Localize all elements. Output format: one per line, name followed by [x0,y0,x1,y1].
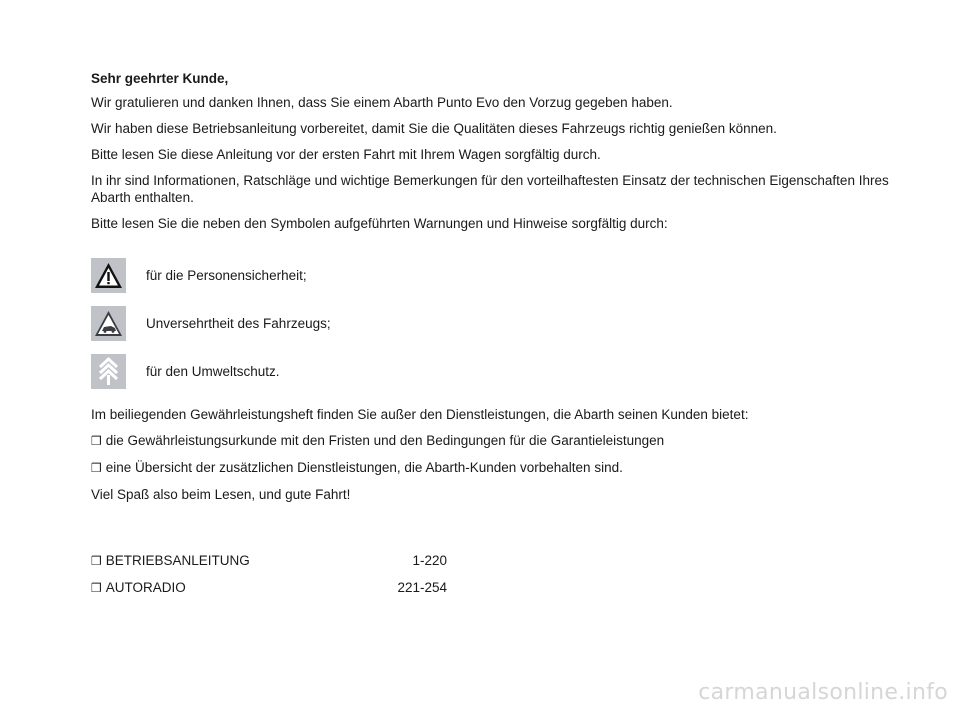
checkbox-square-icon: ❒ [91,554,102,568]
checkbox-square-icon: ❒ [91,461,102,475]
warning-triangle-icon [91,258,126,293]
toc-label-manual: BETRIEBSANLEITUNG [105,553,250,568]
manual-page [91,70,891,606]
checkbox-square-icon: ❒ [91,434,102,448]
bullet-text-2: eine Übersicht der zusätzlichen Dienstleistungen, die Abarth-Kunden vorbehalten sind. [105,460,623,475]
car-damage-icon [91,306,126,341]
symbol-text-environment: für den Umweltschutz. [146,363,280,379]
symbol-row-personal-safety [91,254,891,296]
symbol-row-environment [91,350,891,392]
closing-line: Viel Spaß also beim Lesen, und gute Fahrt! [91,487,351,502]
toc-row-radio [91,579,447,597]
table-of-contents [91,552,447,597]
bullet-item-1 [91,432,891,450]
toc-label-radio: AUTORADIO [105,580,186,595]
warranty-intro: Im beiliegenden Gewährleistungsheft finden Sie außer den Dienstleistungen, die Abarth seinen Kunden bietet: [91,407,749,422]
toc-pages-manual: 1-220 [412,553,447,568]
symbol-list [91,254,891,392]
paragraph-1: Wir gratulieren und danken Ihnen, dass Sie einem Abarth Punto Evo den Vorzug gegeben haben. [91,95,673,110]
toc-row-manual [91,552,447,570]
checkbox-square-icon: ❒ [91,581,102,595]
watermark: carmanualsonline.info [698,680,948,705]
paragraph-2: Wir haben diese Betriebsanleitung vorbereitet, damit Sie die Qualitäten dieses Fahrzeugs richtig genießen können. [91,121,777,136]
symbol-text-personal-safety: für die Personensicherheit; [146,267,307,283]
greeting: Sehr geehrter Kunde, [91,71,229,86]
symbol-text-vehicle: Unversehrtheit des Fahrzeugs; [146,315,331,331]
symbol-row-vehicle [91,302,891,344]
paragraph-5: Bitte lesen Sie die neben den Symbolen aufgeführten Warnungen und Hinweise sorgfältig durch: [91,216,668,231]
bullet-text-1: die Gewährleistungsurkunde mit den Fristen und den Bedingungen für die Garantieleistungen [105,433,665,448]
paragraph-4: In ihr sind Informationen, Ratschläge und wichtige Bemerkungen für den vorteilhaftesten Einsatz der technischen Eigenschaften Ihres Abarth enthalten. [91,173,889,205]
bullet-item-2 [91,459,891,477]
paragraph-3: Bitte lesen Sie diese Anleitung vor der ersten Fahrt mit Ihrem Wagen sorgfältig durch. [91,147,601,162]
toc-pages-radio: 221-254 [397,580,447,595]
environment-tree-icon [91,354,126,389]
